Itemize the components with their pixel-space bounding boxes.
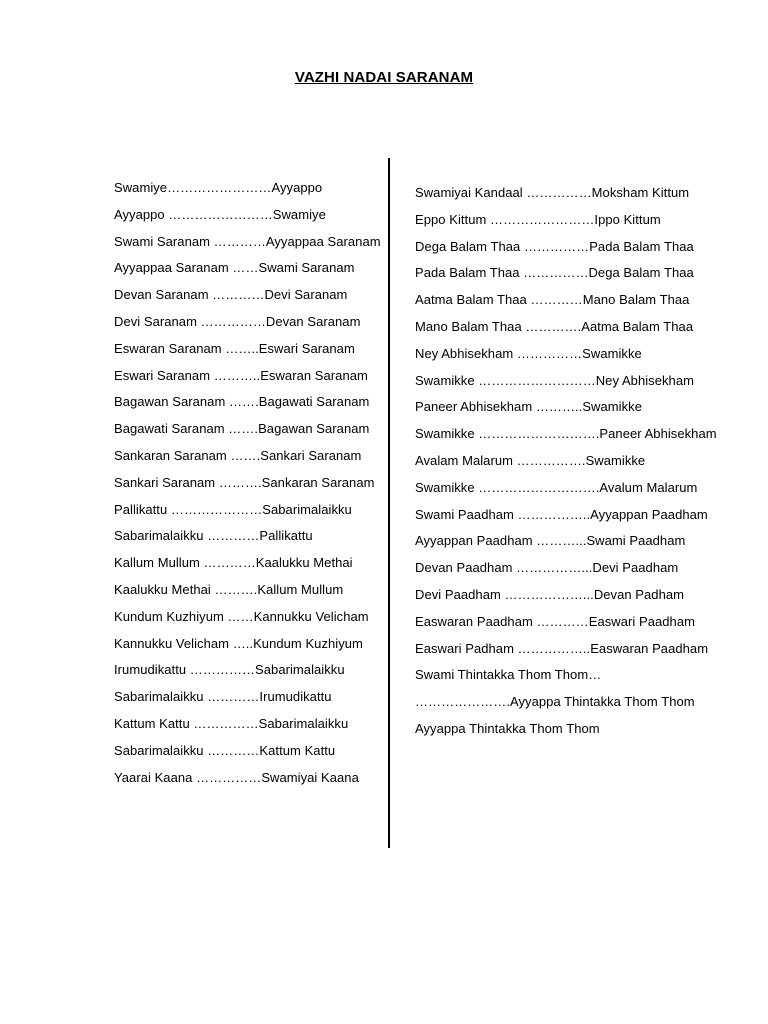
chant-line: Kannukku Velicham …..Kundum Kuzhiyum: [114, 635, 363, 651]
chant-line: Sankaran Saranam …….Sankari Saranam: [114, 447, 362, 463]
column-divider: [388, 158, 390, 848]
chant-line: Swamikke ……………………….Avalum Malarum: [415, 479, 698, 495]
chant-line: Eswaran Saranam ……..Eswari Saranam: [114, 340, 355, 356]
chant-line: Ayyappan Paadham ………...Swami Paadham: [415, 533, 686, 549]
chant-line: Sabarimalaikku …………Irumudikattu: [114, 689, 332, 705]
chant-line: Swami Saranam …………Ayyappaa Saranam: [114, 233, 381, 249]
chant-line: Swami Paadham ……………..Ayyappan Paadham: [415, 506, 708, 522]
chant-line: Easwaran Paadham …………Easwari Paadham: [415, 613, 695, 629]
chant-line: Sabarimalaikku …………Pallikattu: [114, 528, 313, 544]
chant-line: Irumudikattu ……………Sabarimalaikku: [114, 662, 345, 678]
chant-line: Ney Abhisekham ……………Swamikke: [415, 345, 642, 361]
right-column: [415, 183, 755, 746]
chant-line: Eswari Saranam ………..Eswaran Saranam: [114, 367, 368, 383]
chant-line: Pallikattu …………………Sabarimalaikku: [114, 501, 352, 517]
chant-line: Swamiye……………………Ayyappo: [114, 180, 323, 195]
chant-line: Devan Saranam …………Devi Saranam: [114, 287, 348, 303]
chant-line: Kallum Mullum …………Kaalukku Methai: [114, 555, 353, 571]
chant-line: Kattum Kattu ……………Sabarimalaikku: [114, 715, 349, 731]
chant-line: Swami Thintakka Thom Thom…: [415, 667, 602, 683]
chant-line: Easwari Padham ……………..Easwaran Paadham: [415, 640, 709, 656]
chant-line: Devi Saranam ……………Devan Saranam: [114, 313, 361, 329]
chant-line: Ayyappaa Saranam ……Swami Saranam: [114, 260, 355, 276]
chant-line: Devan Paadham ……………...Devi Paadham: [415, 560, 679, 576]
chant-line: Yaarai Kaana ……………Swamiyai Kaana: [114, 769, 359, 785]
chant-line: Paneer Abhisekham ………..Swamikke: [415, 399, 642, 415]
chant-line: Dega Balam Thaa ……………Pada Balam Thaa: [415, 238, 694, 254]
chant-line: Swamiyai Kandaal ……………Moksham Kittum: [415, 185, 690, 200]
chant-line: Sabarimalaikku …………Kattum Kattu: [114, 742, 336, 758]
left-column: [114, 178, 382, 794]
chant-line: Sankari Saranam ……….Sankaran Saranam: [114, 474, 375, 490]
chant-line: Kundum Kuzhiyum ……Kannukku Velicham: [114, 608, 369, 624]
chant-line: Kaalukku Methai ……….Kallum Mullum: [114, 581, 344, 597]
chant-line: ………………….Ayyappa Thintakka Thom Thom: [415, 694, 695, 710]
chant-line: Ayyappa Thintakka Thom Thom: [415, 720, 600, 736]
chant-line: Eppo Kittum ……………………Ippo Kittum: [415, 211, 661, 227]
chant-line: Swamikke ……………………….Paneer Abhisekham: [415, 426, 717, 442]
chant-line: Bagawati Saranam …….Bagawan Saranam: [114, 421, 370, 437]
chant-line: Ayyappo ……………………Swamiye: [114, 206, 326, 222]
chant-line: Mano Balam Thaa ………….Aatma Balam Thaa: [415, 318, 694, 334]
chant-line: Avalam Malarum …………….Swamikke: [415, 452, 646, 468]
page-title: VAZHI NADAI SARANAM: [294, 69, 474, 86]
chant-line: Swamikke ………………………Ney Abhisekham: [415, 372, 694, 388]
chant-line: Devi Paadham ………………...Devan Padham: [415, 586, 685, 602]
chant-line: Aatma Balam Thaa …………Mano Balam Thaa: [415, 292, 690, 308]
chant-line: Pada Balam Thaa ……………Dega Balam Thaa: [415, 265, 694, 281]
chant-line: Bagawan Saranam …….Bagawati Saranam: [114, 394, 370, 410]
